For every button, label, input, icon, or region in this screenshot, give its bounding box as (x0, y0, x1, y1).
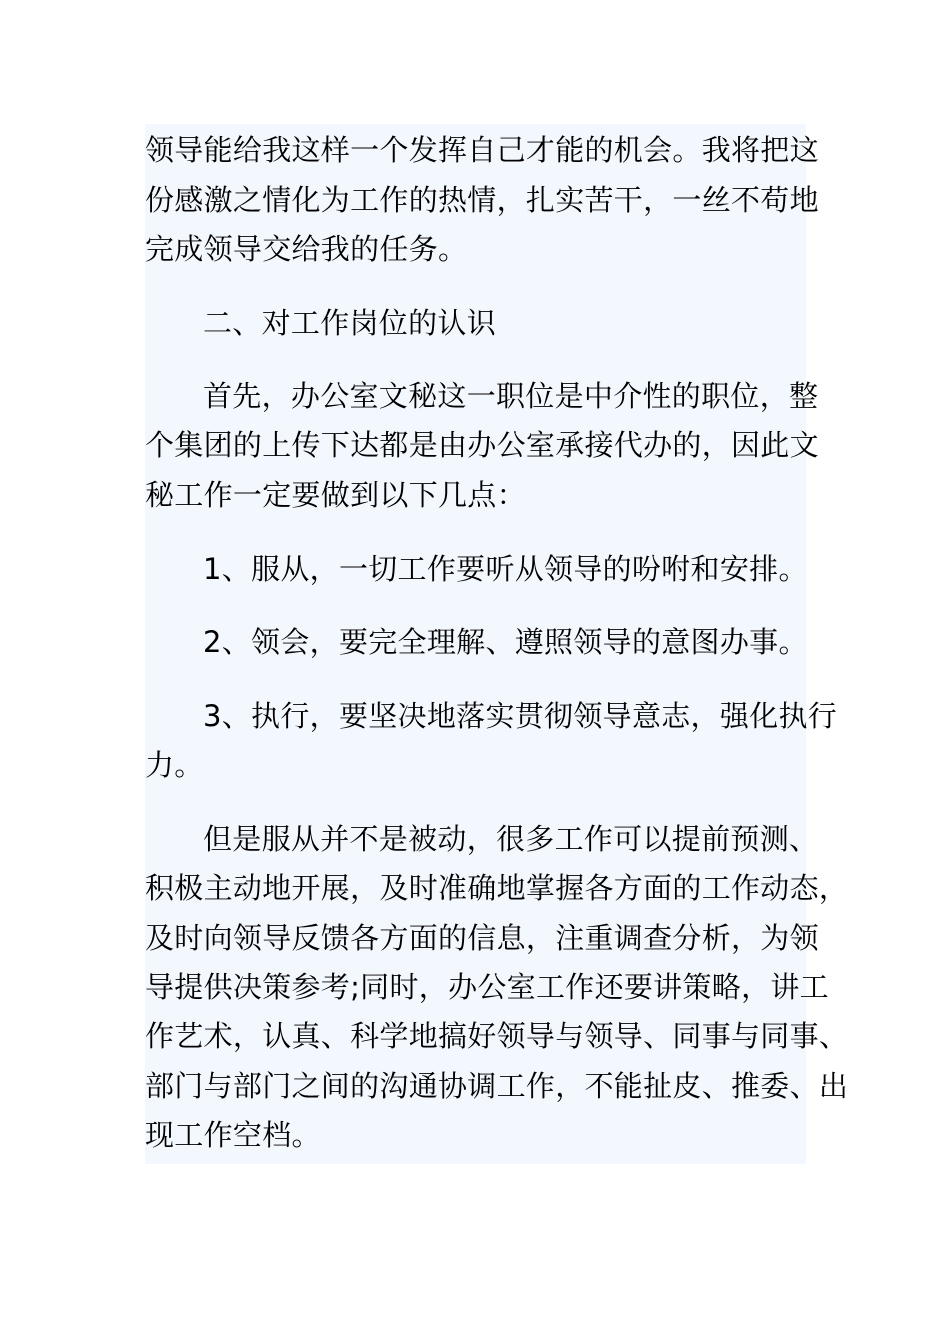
list-item: 2、领会，要完全理解、遵照领导的意图办事。 (203, 625, 808, 659)
text-line: 作艺术，认真、科学地搞好领导与领导、同事与同事、 (145, 1019, 849, 1053)
list-item: 1、服从，一切工作要听从领导的吩咐和安排。 (203, 552, 808, 586)
text-line: 个集团的上传下达都是由办公室承接代办的，因此文 (145, 428, 819, 462)
text-line: 部门与部门之间的沟通协调工作，不能扯皮、推委、出 (145, 1069, 849, 1103)
text-line: 但是服从并不是被动，很多工作可以提前预测、 (203, 822, 819, 856)
text-line: 力。 (145, 748, 204, 782)
text-line: 现工作空档。 (145, 1118, 321, 1152)
list-item: 3、执行，要坚决地落实贯彻领导意志，强化执行 (203, 699, 838, 733)
text-line: 完成领导交给我的任务。 (145, 232, 468, 266)
text-line: 导提供决策参考;同时，办公室工作还要讲策略，讲工 (145, 970, 829, 1004)
document-text-block (145, 124, 849, 1164)
section-heading: 二、对工作岗位的认识 (203, 306, 497, 340)
text-line: 份感激之情化为工作的热情，扎实苦干，一丝不苟地 (145, 183, 819, 217)
text-line: 首先，办公室文秘这一职位是中介性的职位，整 (203, 379, 819, 413)
text-line: 及时向领导反馈各方面的信息，注重调查分析，为领 (145, 921, 819, 955)
text-line: 领导能给我这样一个发挥自己才能的机会。我将把这 (145, 133, 819, 167)
text-line: 秘工作一定要做到以下几点： (145, 478, 526, 512)
text-line: 积极主动地开展，及时准确地掌握各方面的工作动态， (145, 871, 849, 905)
